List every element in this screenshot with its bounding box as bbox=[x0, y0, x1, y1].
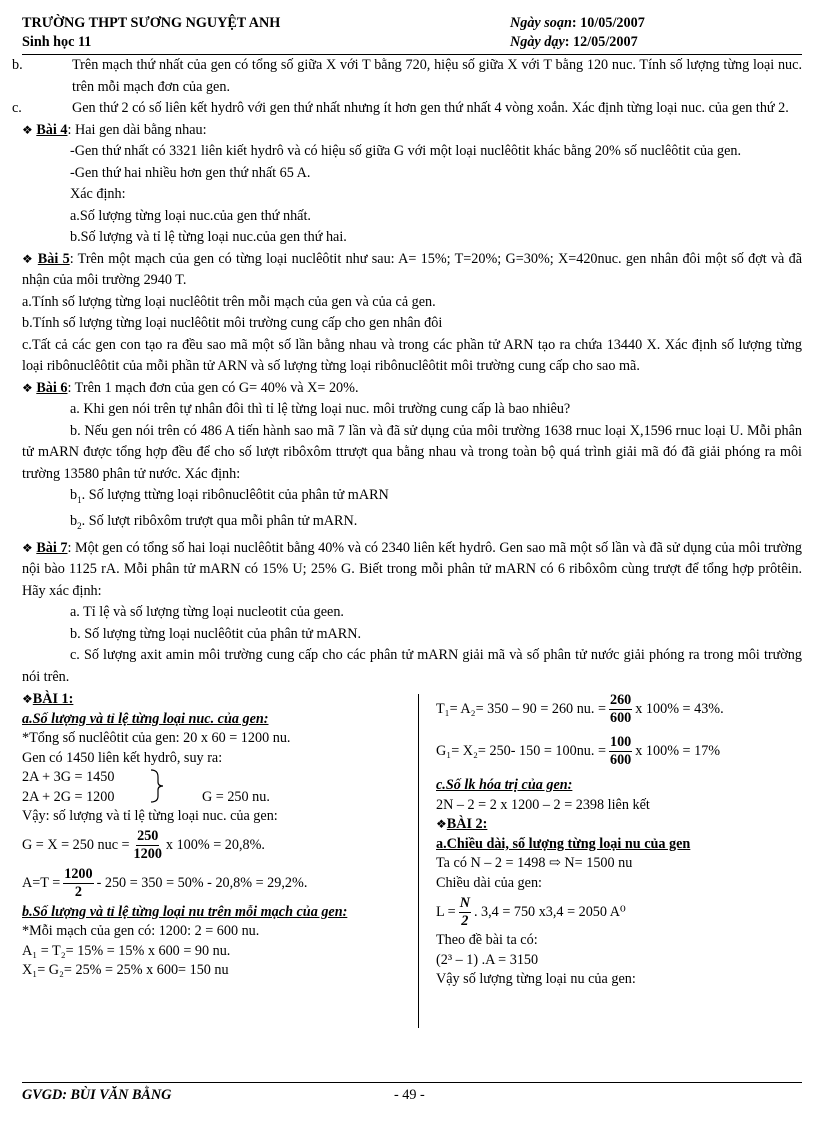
replication-equation: (2³ – 1) .A = 3150 bbox=[436, 951, 539, 968]
teacher-name: GVGD: BÙI VĂN BẰNG bbox=[22, 1087, 172, 1103]
bai6-b2: $b_2$. Số lượt ribôxôm trượt qua mỗi phân tử mARN. bbox=[70, 513, 358, 532]
bai5-c: c.Tất cả các gen con tạo ra đều sao mã một số lần bằng nhau và trong các phần tử ARN tạo ra chứa 13440 X. Xác định số lượng từng loại ribônuclêôtit của mỗi phần tử ARN và số lượng từng loại ribônuclêôtit môi trường cung cấp cho sao mã. bbox=[22, 336, 802, 374]
subject-name: Sinh học 11 bbox=[22, 34, 92, 50]
document-page bbox=[12, 14, 803, 1028]
bai1-part-c-title: c.Số lk hóa trị của gen: bbox=[436, 777, 573, 794]
bai4-heading: ❖ Bài 4: Hai gen dài bằng nhau: bbox=[22, 121, 207, 138]
school-name: TRƯỜNG THPT SƯƠNG NGUYỆT ANH bbox=[22, 15, 281, 31]
bai7-heading: ❖ Bài 7: Một gen có tổng số hai loại nuclêôtit bằng 40% và có 2340 liên kết hydrô. Gen sao mã một số lần và đã sử dụng của môi trường nội bào 1125 rA. Mỗi phân tử mARN có 15% U; 25% G. Biết trong mỗi phân tử mARN có 6 ribôxôm cùng trượt để tổng hợp prôtêin. Hãy xác định: bbox=[22, 539, 803, 599]
fraction: $\frac{N}{2}$ bbox=[459, 894, 470, 929]
column-divider bbox=[418, 694, 419, 1028]
total-nucleotide-line: *Tổng số nuclêôtit của gen: 20 x 60 = 1200 nu. bbox=[22, 730, 291, 747]
diamond-bullet-icon: ❖ bbox=[22, 540, 33, 555]
bai4-line-2: -Gen thứ hai nhiều hơn gen thứ nhất 65 A. bbox=[70, 164, 311, 181]
conclusion-line: Vậy: số lượng và tỉ lệ từng loại nuc. của gen: bbox=[22, 808, 278, 825]
gx-equation: G = X = 250 nuc = $\frac{250}{1200}$ x 100% = 20,8%. bbox=[22, 828, 265, 863]
bai4-line-1: -Gen thứ nhất có 3321 liên kiết hydrô và có hiệu số giữa G với một loại nuclêôtit khác bằng 20% số nuclêôtit của gen. bbox=[70, 143, 742, 159]
equation-2: 2A + 2G = 1200 bbox=[22, 788, 115, 805]
t1-equation: T₁= A₂= 350 – 90 = 260 nu. = $\frac{260}{600}$ x 100% = 43%. bbox=[436, 691, 724, 726]
g1-equation: G₁= X₂= 250- 150 = 100nu. = $\frac{100}{600}$ x 100% = 17% bbox=[436, 733, 721, 768]
bai1-heading: ❖BÀI 1: bbox=[22, 691, 74, 708]
diamond-bullet-icon: ❖ bbox=[22, 380, 33, 395]
bai4-line-5: b.Số lượng và tỉ lệ từng loại nuc.của gen thứ hai. bbox=[70, 229, 347, 245]
at-equation: A=T = $\frac{1200}{2}$ - 250 = 350 = 50% - 20,8% = 29,2%. bbox=[22, 866, 308, 901]
a1-t2-line: A₁ = T₂= 15% = 15% x 600 = 90 nu. bbox=[22, 942, 231, 959]
solution-columns bbox=[22, 690, 802, 1028]
diamond-bullet-icon: ❖ bbox=[22, 692, 33, 707]
bai6-b: b. Nếu gen nói trên có 486 A tiến hành sao mã 7 lần và đã sử dụng của môi trường 1638 rnuc loại X,1596 rnuc loại U. Mỗi phân tử mARN được tổng hợp đều để cho số lượt ribôxôm ttrượt qua bằng nhau và trong toàn bộ quá trình giải mã đó đã giải phóng ra môi trường 13580 phân tử nước. Xác định: bbox=[22, 422, 802, 482]
header-row-1 bbox=[22, 14, 802, 33]
bai2-part-a-title: a.Chiều dài, số lượng từng loại nu của gen bbox=[436, 835, 691, 852]
bai4-line-3: Xác định: bbox=[70, 186, 126, 202]
solution-left-column bbox=[22, 690, 410, 981]
bai7-c: c. Số lượng axit amin môi trường cung cấp cho các phân tử mARN giải mã và số phân tử nước giải phóng ra trong môi trường nói trên. bbox=[22, 647, 802, 685]
length-label: Chiều dài của gen: bbox=[436, 874, 542, 891]
bai1-part-b-title: b.Số lượng và tỉ lệ từng loại nu trên mỗi mạch của gen: bbox=[22, 903, 348, 920]
hydrogen-bond-line: Gen có 1450 liên kết hydrô, suy ra: bbox=[22, 749, 223, 766]
diamond-bullet-icon: ❖ bbox=[22, 122, 33, 137]
date-prepared: Ngày soạn: 10/05/2007 bbox=[510, 15, 645, 31]
strand-total-line: *Mỗi mạch của gen có: 1200: 2 = 600 nu. bbox=[22, 923, 260, 940]
fraction: $\frac{1200}{2}$ bbox=[64, 866, 93, 901]
length-equation: L = $\frac{N}{2}$ . 3,4 = 750 x3,4 = 2050 A⁰ bbox=[436, 894, 626, 929]
equation-1: 2A + 3G = 1450 bbox=[22, 769, 115, 786]
solution-right-column bbox=[436, 690, 802, 990]
fraction: $\frac{250}{1200}$ bbox=[133, 828, 162, 863]
bai5-heading: ❖ Bài 5: Trên một mạch của gen có từng loại nuclêôtit như sau: A= 15%; T=20%; G=30%; X=420nuc. gen nhân đôi một số đợt và đã nhận của môi trường 2940 T. bbox=[22, 250, 803, 288]
n-line: Ta có N – 2 = 1498 ⇨ N= 1500 nu bbox=[436, 855, 633, 872]
bai2-heading: ❖BÀI 2: bbox=[436, 816, 488, 833]
bai5-a: a.Tính số lượng từng loại nuclêôtit trên mỗi mạch của gen và của cả gen. bbox=[22, 293, 436, 310]
bai7-b: b. Số lượng từng loại nuclêôtit của phân tử mARN. bbox=[70, 625, 362, 642]
brace-icon bbox=[150, 768, 164, 804]
given-label: Theo đề bài ta có: bbox=[436, 932, 538, 949]
date-taught: Ngày dạy: 12/05/2007 bbox=[510, 34, 638, 50]
problem-3b: b. Trên mạch thứ nhất của gen có tổng số giữa X với T bằng 720, hiệu số giữa X với T bằng 120 nuc. Tính số lượng từng loại nuc. trên mỗi mạch đơn của gen. bbox=[12, 57, 802, 95]
g-result: G = 250 nu. bbox=[202, 789, 270, 806]
bai4-line-4: a.Số lượng từng loại nuc.của gen thứ nhất. bbox=[70, 207, 311, 224]
diamond-bullet-icon: ❖ bbox=[22, 251, 34, 266]
covalent-bond-line: 2N – 2 = 2 x 1200 – 2 = 2398 liên kết bbox=[436, 796, 650, 813]
x1-g2-line: X₁= G₂= 25% = 25% x 600= 150 nu bbox=[22, 962, 229, 979]
bai6-a: a. Khi gen nói trên tự nhân đôi thì tỉ lệ từng loại nuc. môi trường cung cấp là bao nhiêu? bbox=[70, 401, 571, 417]
bai6-b1: $b_1$. Số lượng ttừng loại ribônuclêôtit của phân tử mARN bbox=[70, 487, 389, 505]
result-label: Vậy số lượng từng loại nu của gen: bbox=[436, 971, 636, 988]
bai6-heading: ❖ Bài 6: Trên 1 mạch đơn của gen có G= 40% và X= 20%. bbox=[22, 379, 359, 396]
diamond-bullet-icon: ❖ bbox=[436, 817, 447, 832]
bai7-a: a. Tỉ lệ và số lượng từng loại nucleotit của geen. bbox=[70, 604, 344, 621]
fraction: $\frac{100}{600}$ bbox=[609, 733, 632, 768]
bai5-b: b.Tính số lượng từng loại nuclêôtit môi trường cung cấp cho gen nhân đôi bbox=[22, 315, 443, 331]
header-row-2 bbox=[22, 33, 802, 52]
bai1-part-a-title: a.Số lượng và tỉ lệ từng loại nuc. của gen: bbox=[22, 710, 269, 727]
problem-3c: c. Gen thứ 2 có số liên kết hydrô với gen thứ nhất nhưng ít hơn gen thứ nhất 4 vòng xoắn. Xác định từng loại nuc. của gen thứ 2. bbox=[12, 100, 789, 116]
page-number: - 49 - bbox=[394, 1087, 425, 1103]
page-footer bbox=[22, 1082, 802, 1103]
fraction: $\frac{260}{600}$ bbox=[609, 691, 632, 726]
equation-system bbox=[22, 768, 410, 807]
